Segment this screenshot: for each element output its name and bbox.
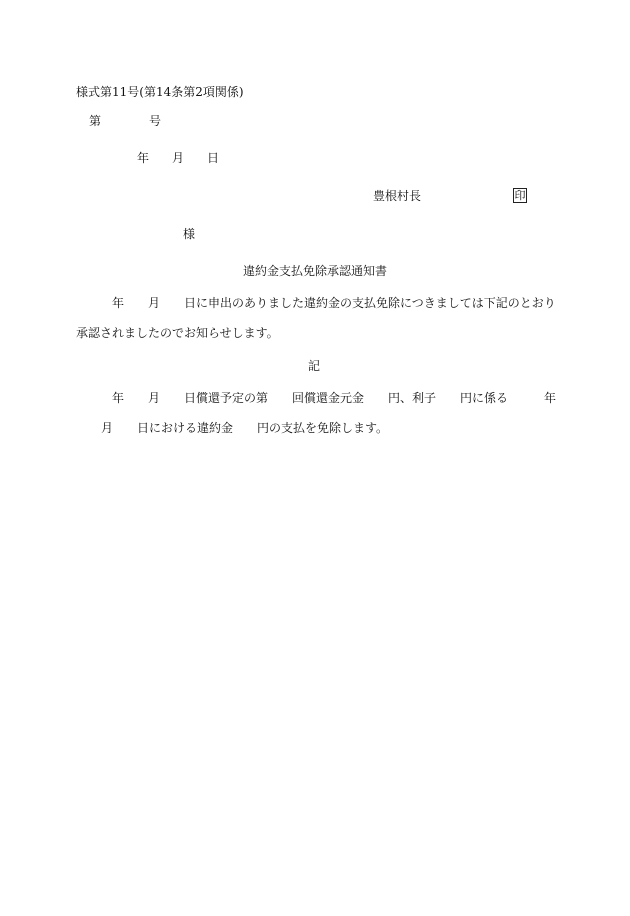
issuer-name: 豊根村長 xyxy=(373,189,422,203)
date-month: 月 xyxy=(172,151,185,165)
ki-heading: 記 xyxy=(308,359,321,373)
detail-line-2: 月 日における違約金 円の支払を免除します。 xyxy=(101,421,389,435)
seal-mark: 印 xyxy=(514,189,526,202)
date-year: 年 xyxy=(137,151,150,165)
doc-number-prefix: 第 xyxy=(89,114,102,128)
document-title: 違約金支払免除承認通知書 xyxy=(243,264,388,278)
body-line-1: 年 月 日に申出のありました違約金の支払免除につきましては下記のとおり xyxy=(112,296,556,310)
recipient-honorific: 様 xyxy=(183,227,196,241)
form-header: 様式第11号(第14条第2項関係) xyxy=(76,85,244,99)
doc-number-suffix: 号 xyxy=(149,114,162,128)
body-line-2: 承認されましたのでお知らせします。 xyxy=(76,326,279,340)
date-day: 日 xyxy=(207,151,220,165)
detail-line-1: 年 月 日償還予定の第 回償還金元金 円、利子 円に係る 年 xyxy=(112,391,557,405)
